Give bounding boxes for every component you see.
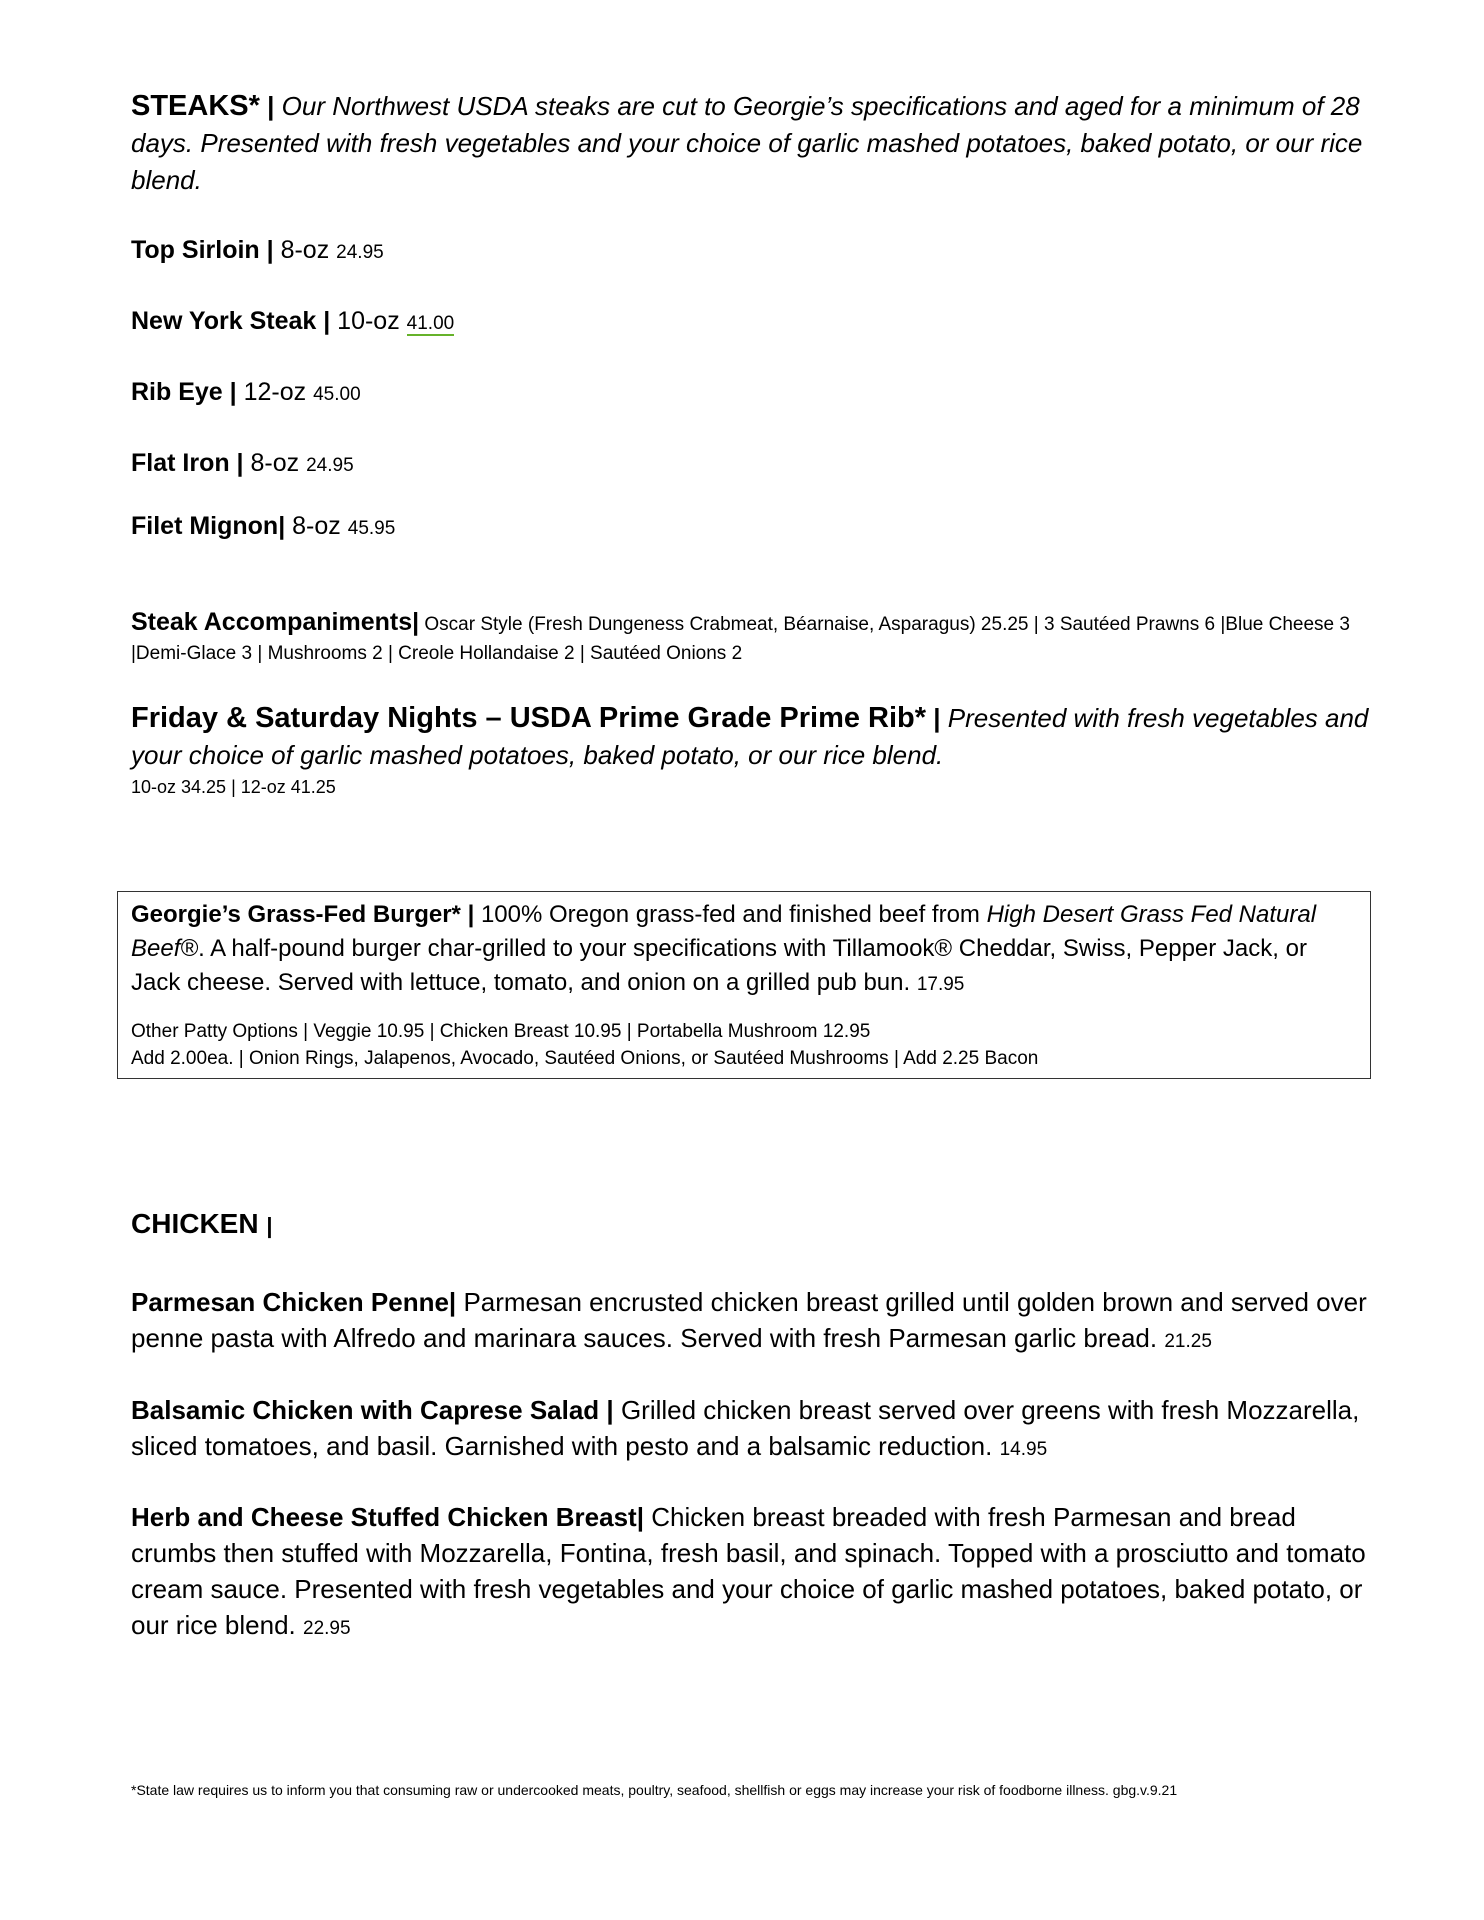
item-name: New York Steak	[131, 307, 317, 335]
item-name: Flat Iron	[131, 449, 230, 477]
steaks-separator: |	[267, 91, 275, 121]
item-name: Parmesan Chicken Penne|	[131, 1287, 457, 1317]
item-size: 12-oz	[243, 378, 307, 406]
prime-rib-section	[131, 700, 1371, 800]
menu-item-herb-cheese-chicken	[131, 1499, 1371, 1647]
footnote: *State law requires us to inform you that consuming raw or undercooked meats, poultry, seafood, shellfish or eggs may increase your risk of foodborne illness. gbg.v.9.21	[131, 1782, 1178, 1798]
item-price: 22.95	[303, 1618, 351, 1639]
item-price: 45.00	[313, 384, 361, 405]
item-name: Top Sirloin	[131, 236, 260, 264]
item-separator: |	[316, 307, 338, 335]
burger-separator: |	[467, 901, 475, 928]
burger-options-line1: Other Patty Options | Veggie 10.95 | Chicken Breast 10.95 | Portabella Mushroom 12.95	[131, 1021, 871, 1042]
item-price: 41.00	[406, 313, 455, 334]
steaks-intro	[131, 88, 1371, 199]
item-name: Rib Eye	[131, 378, 223, 406]
prime-rib-intro	[131, 700, 1371, 774]
prime-rib-title: Friday & Saturday Nights – USDA Prime Grade Prime Rib*	[131, 702, 927, 734]
menu-item-balsamic-chicken	[131, 1392, 1371, 1468]
steaks-description: Our Northwest USDA steaks are cut to Georgie’s specifications and aged for a minimum of 28 days. Presented with fresh vegetables and your choice of garlic mashed potatoes, baked potato, or our rice blend.	[131, 91, 1363, 195]
steak-accompaniments	[131, 608, 1371, 668]
item-separator: |	[229, 449, 251, 477]
item-name: Filet Mignon	[131, 512, 279, 540]
item-price: 24.95	[306, 455, 354, 476]
item-description: Parmesan encrusted chicken breast grilled until golden brown and served over penne pasta with Alfredo and marinara sauces. Served with fresh Parmesan garlic bread.	[131, 1287, 1367, 1353]
burger-text-part1: 100% Oregon grass-fed and finished beef from	[480, 901, 980, 928]
item-size: 8-oz	[250, 449, 300, 477]
burger-options-line2: Add 2.00ea. | Onion Rings, Jalapenos, Avocado, Sautéed Onions, or Sautéed Mushrooms | Add 2.25 Bacon	[131, 1048, 1039, 1069]
burger-description	[131, 898, 1357, 1002]
item-price: 14.95	[999, 1439, 1048, 1460]
prime-rib-description: Presented with fresh vegetables and your choice of garlic mashed potatoes, baked potato, or our rice blend.	[131, 703, 1369, 770]
item-price: 24.95	[336, 242, 384, 263]
burger-brand: High Desert Grass Fed Natural Beef®	[131, 901, 1317, 962]
chicken-title-text: CHICKEN	[131, 1208, 259, 1239]
menu-item-flat-iron	[131, 447, 354, 482]
item-size: 10-oz	[337, 307, 400, 335]
item-description: Chicken breast breaded with fresh Parmesan and bread crumbs then stuffed with Mozzarella, Fontina, fresh basil, and spinach. Topped with a prosciutto and tomato cream sauce. Presented with fresh vegetables and your choice of garlic mashed potatoes, baked potato, or our rice blend.	[131, 1502, 1366, 1640]
burger-price: 17.95	[916, 974, 965, 995]
item-size: 8-oz	[280, 236, 330, 264]
burger-options	[131, 1018, 1357, 1072]
item-price: 45.95	[347, 518, 396, 539]
item-size: 8-oz	[292, 512, 341, 540]
burger-text-part2: . A half-pound burger char-grilled to your specifications with Tillamook® Cheddar, Swiss, Pepper Jack, or Jack cheese. Served with lettuce, tomato, and onion on a grilled pub bun.	[131, 935, 1307, 996]
item-separator: |	[278, 512, 293, 540]
item-name: Herb and Cheese Stuffed Chicken Breast|	[131, 1502, 644, 1532]
burger-box	[117, 891, 1371, 1079]
item-separator: |	[222, 378, 244, 406]
menu-item-new-york-steak	[131, 305, 454, 340]
menu-item-parmesan-chicken-penne	[131, 1284, 1371, 1360]
prime-rib-separator: |	[933, 703, 941, 733]
menu-item-filet-mignon	[131, 510, 395, 545]
burger-title: Georgie’s Grass-Fed Burger*	[131, 901, 461, 928]
item-price: 21.25	[1164, 1331, 1212, 1352]
item-separator: |	[259, 236, 281, 264]
prime-rib-prices: 10-oz 34.25 | 12-oz 41.25	[131, 777, 336, 797]
chicken-separator: |	[266, 1213, 273, 1238]
accompaniments-title: Steak Accompaniments|	[131, 608, 420, 636]
chicken-title	[131, 1208, 273, 1240]
item-description: Grilled chicken breast served over greens with fresh Mozzarella, sliced tomatoes, and basil. Garnished with pesto and a balsamic reduction.	[131, 1395, 1360, 1461]
item-name: Balsamic Chicken with Caprese Salad |	[131, 1395, 614, 1425]
menu-item-top-sirloin	[131, 234, 384, 269]
menu-item-rib-eye	[131, 376, 361, 411]
steaks-title: STEAKS*	[131, 90, 260, 122]
accompaniments-text: Oscar Style (Fresh Dungeness Crabmeat, Béarnaise, Asparagus) 25.25 | 3 Sautéed Prawns 6 |Blue Cheese 3 |Demi-Glace 3 | Mushrooms 2 | Creole Hollandaise 2 | Sautéed Onions 2	[131, 614, 1350, 664]
